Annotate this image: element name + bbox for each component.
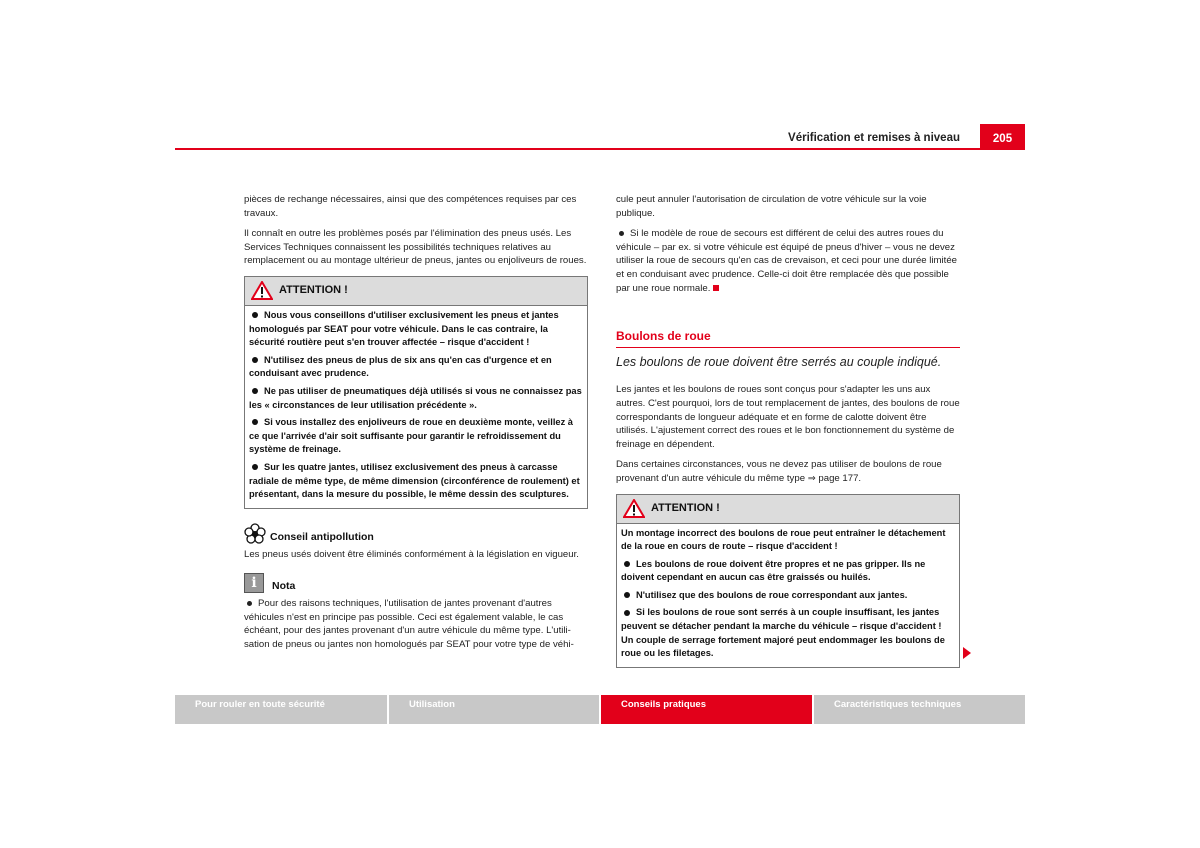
warning-intro: Un montage incorrect des boulons de roue peut entraîner le détachement de la roue en cours de route – risque d'accident !: [621, 527, 946, 552]
end-marker-icon: [713, 285, 719, 291]
warning-box: [244, 276, 588, 509]
warning-item: N'utilisez des pneus de plus de six ans qu'en cas d'urgence et en conduisant avec prudence.: [249, 354, 552, 379]
bullet-icon: [252, 357, 258, 363]
note-title: Nota: [272, 579, 296, 592]
warning-body: [617, 524, 959, 667]
warning-title: ATTENTION !: [651, 501, 720, 514]
warning-item: N'utilisez que des boulons de roue correspondant aux jantes.: [621, 589, 955, 603]
bullet-icon: [247, 601, 252, 606]
section-title: Boulons de roue: [616, 330, 960, 348]
paragraph: Si le modèle de roue de secours est différent de celui des autres roues du véhicule – par ex. si votre véhicule est équipé de pneus d'hiver – vous ne devez utiliser la roue de secours qu'en cas de crevaison, et ceci pour une durée limitée et en conduisant avec prudence. Celle-ci doit être remplacée dès que possible par une roue normale.: [616, 228, 957, 294]
bullet-icon: [252, 312, 258, 318]
tab-usage[interactable]: Utilisation: [389, 695, 599, 724]
info-icon: i: [244, 573, 264, 593]
right-column: [616, 193, 960, 668]
bullet-icon: [624, 610, 630, 616]
continue-arrow-icon: [963, 647, 971, 659]
bullet-icon: [624, 561, 630, 567]
warning-header: [617, 495, 959, 524]
flower-icon: [244, 523, 266, 545]
tab-technical-data[interactable]: Caractéristiques techniques: [814, 695, 1025, 724]
warning-item: Sur les quatre jantes, utilisez exclusivement des pneus à carcasse radiale de même type, de même dimension (circonférence de roulement) et présentant, dans la mesure du possible, le même dessin des sculptures.: [249, 461, 580, 500]
warning-title: ATTENTION !: [279, 284, 348, 297]
paragraph: Il connaît en outre les problèmes posés par l'élimination des pneus usés. Les Services Techniques connaissent les possibilités techniques relatives au remplacement ou au montage ultérieur de pneus, jantes ou enjoliveurs de roues.: [244, 228, 587, 267]
running-header: Vérification et remises à niveau: [788, 132, 960, 144]
warning-triangle-icon: [623, 499, 645, 518]
warning-item: Ne pas utiliser de pneumatiques déjà utilisés si vous ne connaissez pas les « circonstances de leur utilisation précédente ».: [249, 385, 582, 410]
bullet-icon: [252, 419, 258, 425]
warning-triangle-icon: [251, 281, 273, 300]
warning-item: Nous vous conseillons d'utiliser exclusivement les pneus et jantes homologués par SEAT pour votre véhicule. Dans le cas contraire, la sécurité routière peut s'en trouver affectée – risque d'accident !: [249, 309, 559, 348]
footer-nav: [175, 695, 1025, 724]
bullet-icon: [624, 592, 630, 598]
left-column: [244, 193, 588, 659]
paragraph: pièces de rechange nécessaires, ainsi que des compétences requises par ces travaux.: [244, 194, 577, 219]
paragraph: cule peut annuler l'autorisation de circulation de votre véhicule sur la voie publique.: [616, 194, 927, 219]
page-number: 205: [980, 124, 1025, 149]
eco-heading: [244, 523, 588, 545]
tab-practical-tips[interactable]: Conseils pratiques: [601, 695, 812, 724]
paragraph: Dans certaines circonstances, vous ne devez pas utiliser de boulons de roue provenant d'un autre véhicule du même type ⇒ page 177.: [616, 459, 942, 484]
bullet-icon: [619, 231, 624, 236]
section-subtitle: Les boulons de roue doivent être serrés au couple indiqué.: [616, 354, 942, 369]
bullet-icon: [252, 388, 258, 394]
header-rule: [175, 148, 1025, 150]
warning-body: [245, 306, 587, 508]
warning-box: [616, 494, 960, 668]
paragraph: Les jantes et les boulons de roues sont conçus pour s'adapter les uns aux autres. C'est pourquoi, lors de tout remplacement de jantes, des boulons de roue correspondants de longueur adéquate et en forme de calotte doivent être utilisés. L'ajustement correct des roues et le bon fonctionnement du système de freinage en dépendent.: [616, 384, 960, 450]
note-heading: [244, 573, 588, 593]
warning-item: Si les boulons de roue sont serrés à un couple insuffisant, les jantes peuvent se détacher pendant la marche du véhicule – risque d'accident ! Un couple de serrage fortement majoré peut endommager les boulons de roue ou les filetages.: [621, 607, 945, 659]
eco-text: Les pneus usés doivent être éliminés conformément à la législation en vigueur.: [244, 548, 579, 560]
note-text: Pour des raisons techniques, l'utilisation de jantes provenant d'autres véhicules n'est en principe pas possible. Ceci est également valable, le cas échéant, pour des jantes provenant d'un autre véhicule du même type. L'utili-sation de pneus ou jantes non homologués par SEAT pour votre type de véhi-: [244, 598, 574, 651]
warning-item: Si vous installez des enjoliveurs de roue en deuxième monte, veillez à ce que l'arrivée d'air soit suffisante pour garantir le refroidissement du système de freinage.: [249, 417, 573, 455]
tab-safety[interactable]: Pour rouler en toute sécurité: [175, 695, 387, 724]
warning-item: Les boulons de roue doivent être propres et ne pas gripper. Ils ne doivent cependant en aucun cas être graissés ou huilés.: [621, 558, 926, 583]
bullet-icon: [252, 464, 258, 470]
warning-header: [245, 277, 587, 306]
eco-title: Conseil antipollution: [270, 531, 374, 544]
